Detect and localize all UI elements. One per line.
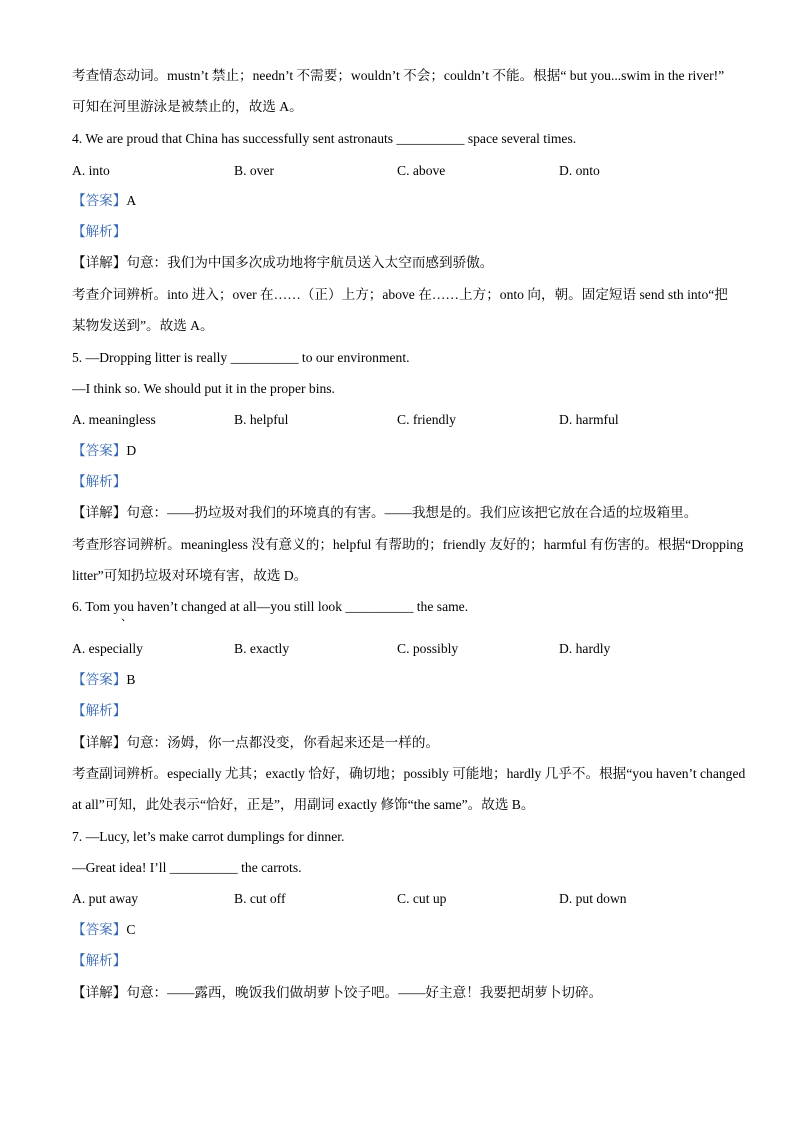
detail-text: 句意：——露西，晚饭我们做胡萝卜饺子吧。——好主意！我要把胡萝卜切碎。 [126,985,603,1000]
question-stem: 6. Tom you haven’t changed at all—you still look __________ the same. [72,599,469,614]
analysis-line [72,702,126,720]
detail-line [72,504,697,522]
explanation-line: 考查介词辨析。into 进入；over 在……（正）上方；above 在……上方；onto 向，朝。固定短语 send sth into“把 [72,287,728,302]
explanation-line: at all”可知，此处表示“恰好，正是”，用副词 exactly 修饰“the same”。故选 B。 [72,797,535,812]
answer-value: B [126,672,136,687]
detail-line [72,254,493,272]
detail-label: 【详解】 [72,255,127,270]
answer-value: C [126,922,136,937]
question-stem: —I think so. We should put it in the proper bins. [72,381,335,396]
answer-line [72,921,135,939]
analysis-label: 【解析】 [72,474,127,489]
option-b: B. exactly [234,641,290,656]
answer-value: A [126,193,137,208]
question-stem: 7. —Lucy, let’s make carrot dumplings for dinner. [72,829,345,844]
option-a: A. into [72,163,110,178]
analysis-label: 【解析】 [72,953,127,968]
option-a: A. put away [72,891,139,906]
option-a: A. especially [72,641,143,656]
analysis-label: 【解析】 [72,703,127,718]
answer-label: 【答案】 [72,672,127,687]
detail-line [72,984,602,1002]
option-d: D. put down [559,891,627,906]
option-c: C. cut up [397,891,447,906]
analysis-line [72,473,126,491]
detail-line [72,734,439,752]
question-stem: 5. —Dropping litter is really __________ to our environment. [72,350,410,365]
answer-line [72,192,136,210]
answer-label: 【答案】 [72,443,127,458]
question-stem: 4. We are proud that China has successfully sent astronauts __________ space several times. [72,131,577,146]
option-b: B. cut off [234,891,286,906]
option-b: B. helpful [234,412,289,427]
answer-label: 【答案】 [72,193,127,208]
analysis-line [72,223,126,241]
answer-line [72,671,135,689]
option-b: B. over [234,163,275,178]
explanation-line: litter”可知扔垃圾对环境有害，故选 D。 [72,568,308,583]
option-d: D. harmful [559,412,619,427]
explanation-line: 考查形容词辨析。meaningless 没有意义的；helpful 有帮助的；friendly 友好的；harmful 有伤害的。根据“Dropping [72,537,744,552]
detail-label: 【详解】 [72,505,127,520]
option-a: A. meaningless [72,412,156,427]
option-d: D. hardly [559,641,611,656]
answer-line [72,442,136,460]
detail-text: 句意：我们为中国多次成功地将宇航员送入太空而感到骄傲。 [126,255,494,270]
answer-label: 【答案】 [72,922,127,937]
detail-label: 【详解】 [72,735,127,750]
explanation-line: 可知在河里游泳是被禁止的，故选 A。 [72,99,303,114]
option-c: C. above [397,163,446,178]
explanation-line: 考查情态动词。mustn’t 禁止；needn’t 不需要；wouldn’t 不会；couldn’t 不能。根据“ but you...swim in the river!” [72,68,725,83]
option-c: C. possibly [397,641,459,656]
explanation-line: 某物发送到”。故选 A。 [72,318,214,333]
answer-value: D [126,443,137,458]
stem-mark: 、 [121,611,132,623]
question-stem: —Great idea! I’ll __________ the carrots. [72,860,302,875]
explanation-line: 考查副词辨析。especially 尤其；exactly 恰好，确切地；possibly 可能地；hardly 几乎不。根据“you haven’t changed [72,766,746,781]
option-d: D. onto [559,163,600,178]
option-c: C. friendly [397,412,456,427]
detail-text: 句意：汤姆，你一点都没变，你看起来还是一样的。 [126,735,440,750]
analysis-line [72,952,126,970]
analysis-label: 【解析】 [72,224,127,239]
detail-label: 【详解】 [72,985,127,1000]
detail-text: 句意：——扔垃圾对我们的环境真的有害。——我想是的。我们应该把它放在合适的垃圾箱里。 [126,505,698,520]
